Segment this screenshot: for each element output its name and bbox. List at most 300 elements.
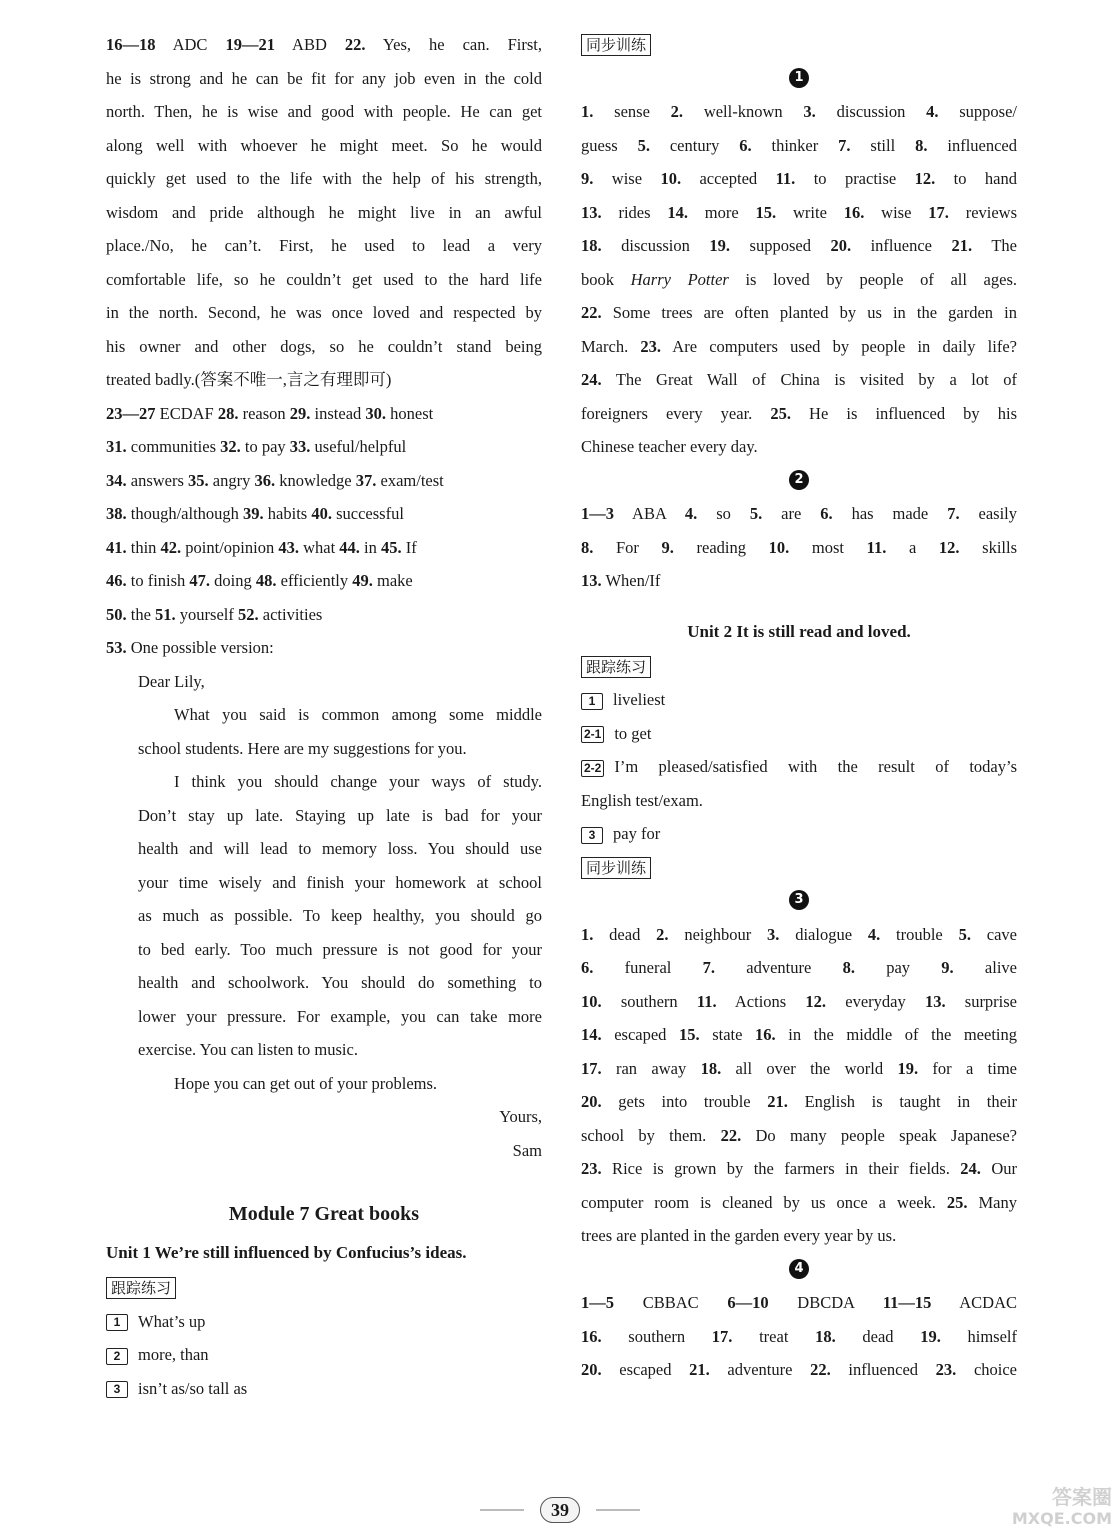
- item-number: 11.: [696, 991, 717, 1011]
- item-number: 6.: [820, 504, 833, 523]
- item-number: 32.: [220, 437, 241, 456]
- item-number: 22.: [344, 35, 366, 54]
- watermark-logo: 答案圈 MXQE.COM: [1011, 1485, 1112, 1528]
- answer-text: reading: [673, 537, 769, 557]
- item-number: 2.: [656, 924, 669, 944]
- sync-training-badge: 同步训练: [581, 34, 651, 56]
- item-number: 24.: [960, 1159, 981, 1178]
- item-number: 2.: [670, 102, 684, 121]
- answer-line: [581, 296, 1017, 330]
- letter-line: Don’t stay up late. Staying up late is bad for your: [138, 805, 542, 825]
- item-number: 11.: [775, 169, 796, 188]
- answer-text: honest: [386, 403, 434, 423]
- item-number: 28.: [217, 403, 239, 423]
- answer-text: ran away: [601, 1058, 701, 1078]
- letter-line: your time wisely and finish your homework at school: [138, 872, 542, 892]
- item-number: 20.: [830, 236, 852, 255]
- answer-text: well-known: [683, 102, 804, 121]
- item-number: 8.: [842, 958, 855, 977]
- answer-text: more: [687, 202, 756, 222]
- answer-text: knowledge: [275, 470, 356, 490]
- letter-line: health and will lead to memory loss. You should use: [138, 839, 542, 858]
- answer-line: [581, 263, 1017, 297]
- answer-text: ACDAC: [931, 1293, 1017, 1312]
- answer-text: instead: [310, 403, 366, 423]
- answer-text: influence: [851, 236, 952, 255]
- item-number: 29.: [289, 403, 311, 423]
- letter-line: What you said is common among some middle: [174, 705, 542, 724]
- answer-text: isn’t as/so tall as: [138, 1378, 248, 1398]
- answer-line: [581, 1119, 1017, 1153]
- practice-item: [106, 1338, 542, 1372]
- item-number: 37.: [355, 470, 377, 490]
- answer-text: wisdom and pride although he might live in an awful: [106, 202, 542, 222]
- item-number: 4.: [926, 102, 939, 121]
- item-number: 24.: [581, 370, 602, 389]
- answer-line: [581, 196, 1017, 230]
- item-number: 10.: [660, 169, 682, 188]
- item-number: 11.: [866, 537, 887, 557]
- item-number: 12.: [805, 991, 827, 1011]
- item-number: 5.: [958, 924, 971, 944]
- answer-text: suppose/: [938, 102, 1018, 121]
- answer-text: ABA: [614, 504, 685, 523]
- item-number: 49.: [352, 571, 373, 590]
- item-number: 19.: [920, 1326, 941, 1346]
- answer-text: funeral: [593, 958, 703, 977]
- item-number: 10.: [768, 537, 790, 557]
- answer-line: [106, 397, 542, 431]
- answer-line: [581, 129, 1017, 163]
- answer-text: English is taught in their: [787, 1092, 1018, 1111]
- item-number: 12.: [938, 537, 960, 557]
- answer-text: He is influenced by his: [790, 403, 1017, 423]
- answer-text: efficiently: [276, 571, 353, 590]
- answer-text: CBBAC: [614, 1293, 728, 1312]
- answer-line: [581, 1018, 1017, 1052]
- item-number: 50.: [106, 604, 127, 624]
- answer-text: ECDAF: [155, 403, 218, 423]
- answer-line: [581, 1286, 1017, 1320]
- practice-item: [581, 683, 1017, 717]
- answer-text: neighbour: [668, 924, 768, 944]
- answer-line: [106, 28, 542, 62]
- answer-line: [581, 1085, 1017, 1119]
- item-number: 1—3: [581, 504, 614, 523]
- item-number: 22.: [720, 1125, 742, 1145]
- item-number: 9.: [661, 537, 674, 557]
- answer-line: [106, 330, 542, 364]
- item-number: 25.: [770, 403, 791, 423]
- answer-text: influenced: [927, 135, 1018, 155]
- letter-greeting: Dear Lily,: [138, 671, 205, 691]
- answer-text: most: [789, 537, 867, 557]
- item-number-box: 1: [581, 693, 603, 710]
- answer-text: the: [126, 604, 156, 624]
- practice-item: [581, 817, 1017, 851]
- answer-text: still: [850, 135, 916, 155]
- item-number: 34.: [106, 470, 127, 490]
- item-number: 4.: [867, 924, 881, 944]
- answer-text: skills: [959, 537, 1018, 557]
- item-number: 21.: [767, 1092, 788, 1111]
- item-number: 15.: [679, 1025, 700, 1044]
- answer-text: yourself: [175, 604, 238, 624]
- item-number: 9.: [581, 169, 594, 188]
- item-number: 16.: [581, 1326, 602, 1346]
- sync-training-badge: 同步训练: [581, 857, 651, 879]
- answer-text: wise: [593, 169, 661, 188]
- answer-text: accepted: [681, 169, 776, 188]
- unit-title: Unit 1 We’re still influenced by Confucius’s ideas.: [106, 1243, 467, 1262]
- answer-line: [581, 162, 1017, 196]
- answer-text: One possible version:: [126, 638, 274, 657]
- answer-line: [581, 564, 1017, 598]
- answer-text: Are computers used by people in daily life?: [661, 336, 1017, 356]
- section-number-icon: 1: [789, 68, 809, 88]
- item-number: 8.: [915, 135, 928, 155]
- answer-text: What’s up: [138, 1311, 206, 1331]
- item-number: 53.: [106, 638, 127, 657]
- item-number: 19—21: [225, 35, 275, 54]
- item-number: 46.: [106, 571, 127, 590]
- item-number: 42.: [160, 537, 182, 557]
- answer-text: liveliest: [613, 690, 666, 709]
- tracking-practice-badge: 跟踪练习: [106, 1277, 176, 1299]
- item-number: 41.: [106, 537, 127, 557]
- item-number: 38.: [106, 504, 127, 523]
- answer-text: though/although: [126, 504, 244, 523]
- item-number: 20.: [581, 1360, 602, 1379]
- item-number: 17.: [711, 1326, 733, 1346]
- answer-text: adventure: [714, 958, 843, 977]
- item-number: 18.: [581, 236, 602, 255]
- letter-body: [106, 698, 542, 1100]
- item-number: 15.: [755, 202, 777, 222]
- item-number-box: 2-1: [581, 726, 604, 743]
- letter-line: health and schoolwork. You should do something to: [138, 973, 542, 992]
- answer-text: he is strong and he can be fit for any job even in the cold: [106, 68, 542, 88]
- item-number: 21.: [689, 1360, 710, 1379]
- item-number-box: 1: [106, 1314, 128, 1331]
- answer-text: discussion: [815, 102, 927, 121]
- answer-line: [581, 397, 1017, 431]
- item-number: 1.: [581, 924, 594, 944]
- item-number: 31.: [106, 437, 127, 456]
- answer-text: write: [776, 202, 844, 222]
- item-number: 16.: [755, 1025, 776, 1044]
- item-number: 20.: [581, 1092, 602, 1111]
- item-number: 13.: [581, 571, 602, 590]
- answer-line: [106, 531, 542, 565]
- item-number: 43.: [278, 537, 299, 557]
- letter-line: to bed early. Too much pressure is not good for your: [138, 939, 542, 959]
- answer-text: English test/exam.: [581, 790, 703, 810]
- section-2-answers: [581, 497, 1017, 598]
- answer-line: [106, 196, 542, 230]
- section-1-answers: [581, 95, 1017, 464]
- answer-text: pay for: [613, 824, 661, 843]
- answer-line: [106, 296, 542, 330]
- answer-text: Do many people speak Japanese?: [741, 1125, 1017, 1145]
- item-number: 7.: [838, 135, 851, 155]
- answer-text: influenced: [830, 1360, 936, 1379]
- letter-line: lower your pressure. For example, you can take more: [138, 1006, 542, 1026]
- answer-text: The Great Wall of China is visited by a lot of: [601, 370, 1017, 389]
- item-number: 12.: [914, 169, 936, 188]
- item-number: 3.: [767, 924, 780, 944]
- answer-line: [106, 95, 542, 129]
- answer-text: state: [699, 1025, 756, 1044]
- answer-text: to finish: [126, 571, 190, 590]
- item-number: 40.: [311, 504, 332, 523]
- section-number-icon: 2: [789, 470, 809, 490]
- answer-text: comfortable life, so he couldn’t get used to the hard life: [106, 269, 542, 289]
- section-number-icon: 3: [789, 890, 809, 910]
- answer-text: rides: [601, 202, 668, 222]
- answer-text: pay: [854, 958, 942, 977]
- item-number: 47.: [189, 571, 211, 590]
- item-number: 19.: [897, 1058, 919, 1078]
- answer-line: [581, 1219, 1017, 1253]
- item-number: 33.: [289, 437, 311, 456]
- answer-line: [581, 330, 1017, 364]
- answer-text: activities: [258, 604, 323, 624]
- letter-line: Hope you can get out of your problems.: [174, 1073, 438, 1093]
- item-number: 19.: [709, 236, 731, 255]
- answer-text: to practise: [795, 169, 915, 188]
- answer-text: ABD: [274, 35, 345, 54]
- answer-text: gets into trouble: [601, 1092, 768, 1111]
- item-number: 45.: [381, 537, 402, 557]
- answer-text: a: [886, 537, 939, 557]
- item-number: 22.: [810, 1360, 831, 1379]
- item-number: 6—10: [727, 1293, 769, 1312]
- answer-text: are: [762, 504, 821, 523]
- answer-line: [106, 564, 542, 598]
- answer-text: more, than: [138, 1345, 209, 1364]
- answer-line: [106, 497, 542, 531]
- answer-text: escaped: [601, 1025, 679, 1044]
- answer-line: [106, 430, 542, 464]
- answer-text: himself: [940, 1326, 1017, 1346]
- item-number: 14.: [667, 202, 688, 222]
- item-number: 10.: [581, 991, 602, 1011]
- item-number: 30.: [365, 403, 387, 423]
- item-number: 1.: [581, 102, 594, 121]
- answer-block-16-53: [106, 28, 542, 665]
- answer-text: sense: [593, 102, 671, 121]
- answer-text: surprise: [945, 991, 1018, 1011]
- answer-text: to hand: [935, 169, 1017, 188]
- answer-text: discussion: [601, 236, 710, 255]
- answer-text: treat: [732, 1326, 816, 1346]
- answer-text: reason: [238, 403, 290, 423]
- item-number: 18.: [815, 1326, 836, 1346]
- answer-text: southern: [601, 1326, 712, 1346]
- answer-text: everyday: [826, 991, 925, 1011]
- item-number: 35.: [188, 470, 209, 490]
- answer-line: [581, 363, 1017, 397]
- item-number-box: 2: [106, 1348, 128, 1365]
- answer-line: [581, 1353, 1017, 1387]
- answer-text: reviews: [948, 202, 1018, 222]
- right-column: [581, 28, 1017, 1387]
- answer-text: all over the world: [721, 1058, 898, 1078]
- answer-text: For: [593, 537, 662, 557]
- practice-item: [581, 750, 1017, 784]
- answer-text: Rice is grown by the farmers in their fields.: [601, 1159, 961, 1178]
- item-number: 51.: [155, 604, 176, 624]
- answer-text: alive: [953, 958, 1017, 977]
- answer-text: make: [372, 571, 413, 590]
- left-column: [106, 28, 542, 1405]
- item-number: 17.: [928, 202, 949, 222]
- tracking-practice-items: [106, 1305, 542, 1406]
- answer-text: ADC: [155, 35, 226, 54]
- item-number: 18.: [700, 1058, 722, 1078]
- item-number: 39.: [243, 504, 264, 523]
- answer-text: in the middle of the meeting: [775, 1025, 1017, 1044]
- item-number: 23—27: [106, 403, 156, 423]
- item-number: 8.: [581, 537, 594, 557]
- letter-line: exercise. You can listen to music.: [138, 1040, 358, 1059]
- answer-text: Some trees are often planted by us in the garden in: [601, 303, 1017, 322]
- answer-line: [581, 985, 1017, 1019]
- item-number: 23.: [640, 336, 662, 356]
- item-number: 25.: [946, 1192, 968, 1212]
- answer-line: [581, 918, 1017, 952]
- answer-text: along well with whoever he might meet. So he would: [106, 135, 542, 155]
- answer-line: [581, 1052, 1017, 1086]
- item-number: 1—5: [581, 1293, 614, 1312]
- practice-item: [581, 784, 1017, 818]
- answer-line: [106, 464, 542, 498]
- item-number: 23.: [935, 1360, 957, 1379]
- answer-text: thin: [126, 537, 161, 557]
- item-number: 13.: [581, 202, 602, 222]
- item-number: 6.: [581, 958, 594, 977]
- answer-text: DBCDA: [768, 1293, 883, 1312]
- item-number: 5.: [749, 504, 763, 523]
- answer-line: [581, 531, 1017, 565]
- answer-text: what: [298, 537, 340, 557]
- item-number: 14.: [581, 1025, 602, 1044]
- answer-text: point/opinion: [181, 537, 279, 557]
- item-number: 44.: [339, 537, 360, 557]
- answer-text: dialogue: [779, 924, 868, 944]
- answer-text: in the north. Second, he was once loved and respected by: [106, 303, 542, 322]
- answer-text: quickly get used to the life with the help of his strength,: [106, 169, 542, 188]
- answer-line: [581, 430, 1017, 464]
- answer-text: his owner and other dogs, so he couldn’t stand being: [106, 336, 542, 356]
- answer-text: north. Then, he is wise and good with people. He can get: [106, 102, 542, 121]
- answer-line: [581, 497, 1017, 531]
- answer-text: in: [359, 537, 382, 557]
- answer-text: school by them.: [581, 1125, 721, 1145]
- item-number: 22.: [581, 303, 602, 322]
- title-text: Harry Potter: [630, 269, 729, 289]
- item-number: 13.: [924, 991, 946, 1011]
- answer-text: Yes, he can. First,: [365, 35, 542, 54]
- answer-text: so: [697, 504, 750, 523]
- practice-item: [106, 1305, 542, 1339]
- answer-line: [106, 129, 542, 163]
- answer-text: treated badly.(答案不唯一,言之有理即可): [106, 370, 392, 389]
- item-number: 7.: [702, 958, 715, 977]
- letter-line: school students. Here are my suggestions for you.: [138, 738, 467, 758]
- answer-text: adventure: [709, 1360, 811, 1379]
- answer-text: computer room is cleaned by us once a week.: [581, 1192, 947, 1212]
- answer-text: Actions: [716, 991, 806, 1011]
- item-number: 9.: [941, 958, 954, 977]
- answer-text: Chinese teacher every day.: [581, 437, 758, 456]
- answer-text: If: [401, 537, 417, 557]
- item-number: 16—18: [106, 35, 156, 54]
- tracking-practice-items: [581, 683, 1017, 851]
- answer-text: is loved by people of all ages.: [728, 269, 1018, 289]
- answer-line: [581, 1186, 1017, 1220]
- answer-text: book: [581, 269, 631, 289]
- section-4-answers: [581, 1286, 1017, 1387]
- item-number: 3.: [803, 102, 816, 121]
- answer-line: [106, 62, 542, 96]
- item-number-box: 3: [106, 1381, 128, 1398]
- answer-text: useful/helpful: [310, 437, 407, 456]
- item-number: 52.: [238, 604, 259, 624]
- answer-line: [581, 229, 1017, 263]
- item-number: 4.: [684, 504, 698, 523]
- item-number: 6.: [739, 135, 752, 155]
- answer-text: habits: [263, 504, 312, 523]
- answer-text: supposed: [730, 236, 831, 255]
- answer-text: southern: [601, 991, 697, 1011]
- section-3-answers: [581, 918, 1017, 1253]
- answer-text: trouble: [880, 924, 959, 944]
- page-number: 39: [520, 1496, 600, 1524]
- answer-text: communities: [126, 437, 221, 456]
- answer-line: [581, 951, 1017, 985]
- answer-line: [581, 1152, 1017, 1186]
- answer-text: has made: [832, 504, 948, 523]
- answer-text: When/If: [601, 571, 661, 590]
- letter-signature: Sam: [512, 1140, 542, 1160]
- answer-text: escaped: [601, 1360, 690, 1379]
- item-number: 48.: [255, 571, 277, 590]
- item-number: 16.: [843, 202, 865, 222]
- answer-text: exam/test: [376, 470, 444, 490]
- module-title: Module 7 Great books: [228, 1203, 420, 1225]
- unit-title: Unit 2 It is still read and loved.: [687, 621, 911, 641]
- answer-line: [106, 363, 542, 397]
- answer-text: successful: [331, 504, 404, 523]
- item-number: 11—15: [882, 1293, 932, 1312]
- item-number: 17.: [581, 1058, 602, 1078]
- section-number-icon: 4: [789, 1259, 809, 1279]
- answer-line: [106, 598, 542, 632]
- answer-text: Many: [967, 1192, 1018, 1212]
- answer-text: wise: [864, 202, 929, 222]
- answer-line: [106, 263, 542, 297]
- answer-text: trees are planted in the garden every year by us.: [581, 1226, 897, 1245]
- answer-text: guess: [581, 135, 638, 155]
- answer-line: [106, 162, 542, 196]
- answer-text: to pay: [240, 437, 290, 456]
- answer-text: place./No, he can’t. First, he used to lead a very: [106, 236, 542, 255]
- answer-line: [106, 229, 542, 263]
- tracking-practice-badge: 跟踪练习: [581, 656, 651, 678]
- item-number: 5.: [637, 135, 650, 155]
